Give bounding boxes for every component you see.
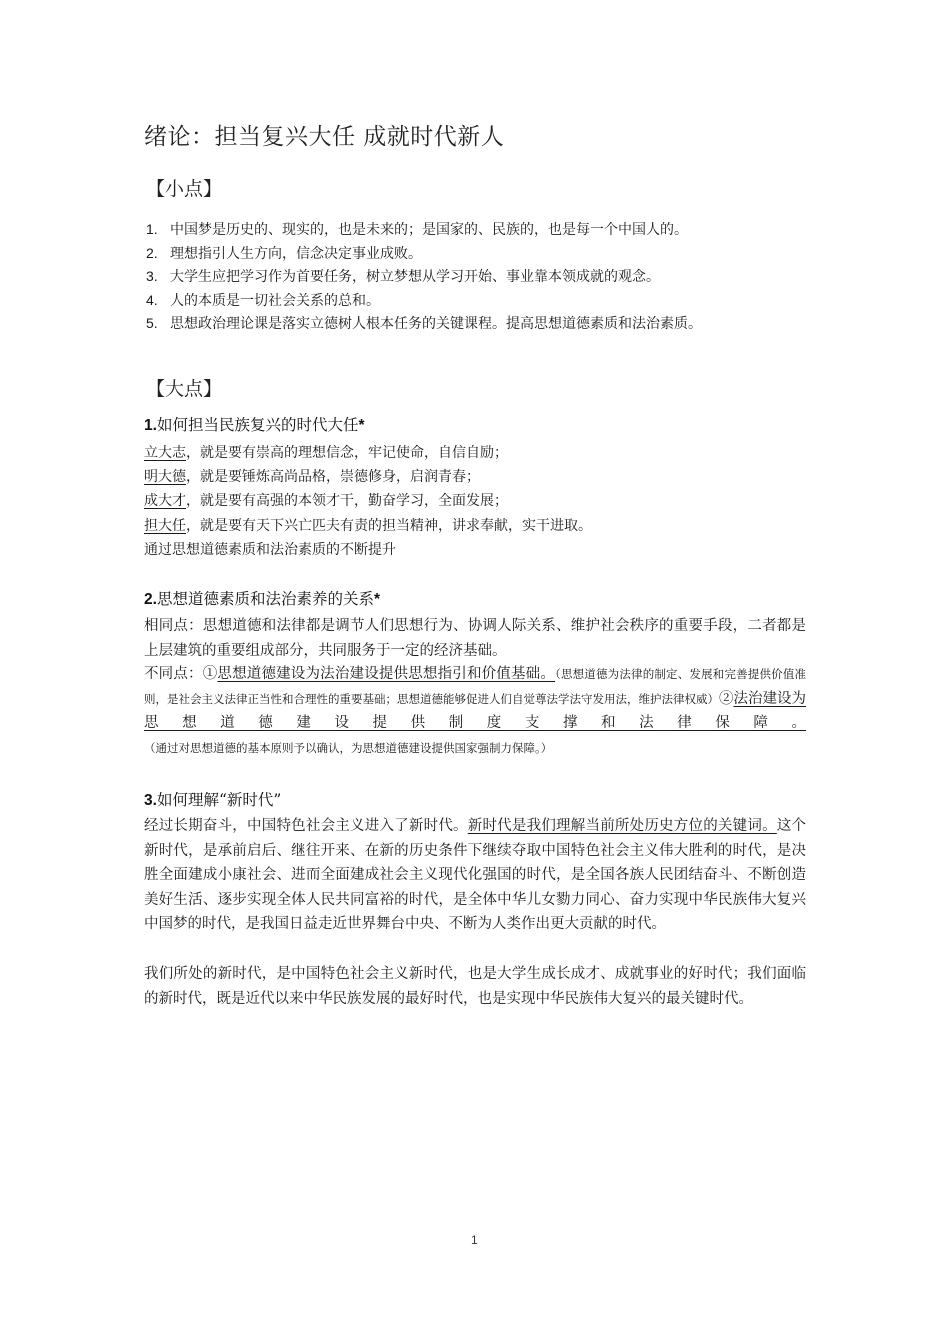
section-2-diff: 不同点：①思想道德建设为法治建设提供思想指引和价值基础。（思想道德为法律的制定、发展和完善提供价值准则，是社会主义法律正当性和合理性的重要基础；思想道德能够促进人们自觉尊法学法守发用法，维护法律权威）②法治建设为思想道德建设提供制度支撑和法律保障。（通过对思想道德的基本原则予以确认，为思想道德建设提供国家强制力保障。） [144, 666, 807, 755]
section-2-same: 相同点：思想道德和法律都是调节人们思想行为、协调人际关系、维护社会秩序的重要手段，二者都是上层建筑的重要组成部分，共同服务于一定的经济基础。 [144, 618, 806, 659]
section-3-title: 3.如何理解“新时代” [144, 791, 282, 809]
big-points-heading: 【大点】 [146, 378, 223, 400]
section-3-paragraph-2: 我们所处的新时代，是中国特色社会主义新时代，也是大学生成长成才、成就事业的好时代；我们面临的新时代，既是近代以来中华民族发展的最好时代，也是实现中华民族伟大复兴的最关键时代。 [144, 966, 806, 1007]
section-1-line: 立大志，就是要有崇高的理想信念，牢记使命，自信自励； [144, 445, 508, 461]
small-points-heading: 【小点】 [146, 178, 223, 200]
section-3-paragraph-1: 经过长期奋斗，中国特色社会主义进入了新时代。新时代是我们理解当前所处历史方位的关键词。这个新时代，是承前启后、继往开来、在新的历史条件下继续夺取中国特色社会主义伟大胜利的时代，是决胜全面建成小康社会、进而全面建成社会主义现代化强国的时代，是全国各族人民团结奋斗、不断创造美好生活、逐步实现全体人民共同富裕的时代，是全体中华儿女勠力同心、奋力实现中华民族伟大复兴中国梦的时代，是我国日益走近世界舞台中央、不断为人类作出更大贡献的时代。 [144, 818, 807, 932]
section-2-title: 2.思想道德素质和法治素养的关系* [144, 590, 380, 608]
page-number: 1 [471, 1233, 478, 1247]
section-1-conclusion: 通过思想道德素质和法治素质的不断提升 [144, 542, 396, 558]
list-item: 3. 大学生应把学习作为首要任务，树立梦想从学习开始、事业靠本领成就的观念。 [146, 268, 660, 285]
section-1-line: 成大才，就是要有高强的本领才干，勤奋学习，全面发展； [144, 493, 508, 509]
list-item: 2. 理想指引人生方向，信念决定事业成败。 [146, 244, 422, 262]
small-points-list [146, 218, 702, 336]
list-item: 4. 人的本质是一切社会关系的总和。 [146, 291, 380, 309]
list-item: 1. 中国梦是历史的、现实的，也是未来的；是国家的、民族的，也是每一个中国人的。 [146, 221, 688, 238]
list-item: 5. 思想政治理论课是落实立德树人根本任务的关键课程。提高思想道德素质和法治素质。 [146, 315, 702, 332]
page-title: 绪论：担当复兴大任 成就时代新人 [144, 124, 505, 150]
section-1-line: 明大德，就是要锤炼高尚品格，崇德修身，启润青春； [144, 469, 480, 485]
section-1-line: 担大任，就是要有天下兴亡匹夫有责的担当精神，讲求奉献，实干进取。 [144, 518, 592, 534]
section-1-title: 1.如何担当民族复兴的时代大任* [144, 416, 365, 434]
